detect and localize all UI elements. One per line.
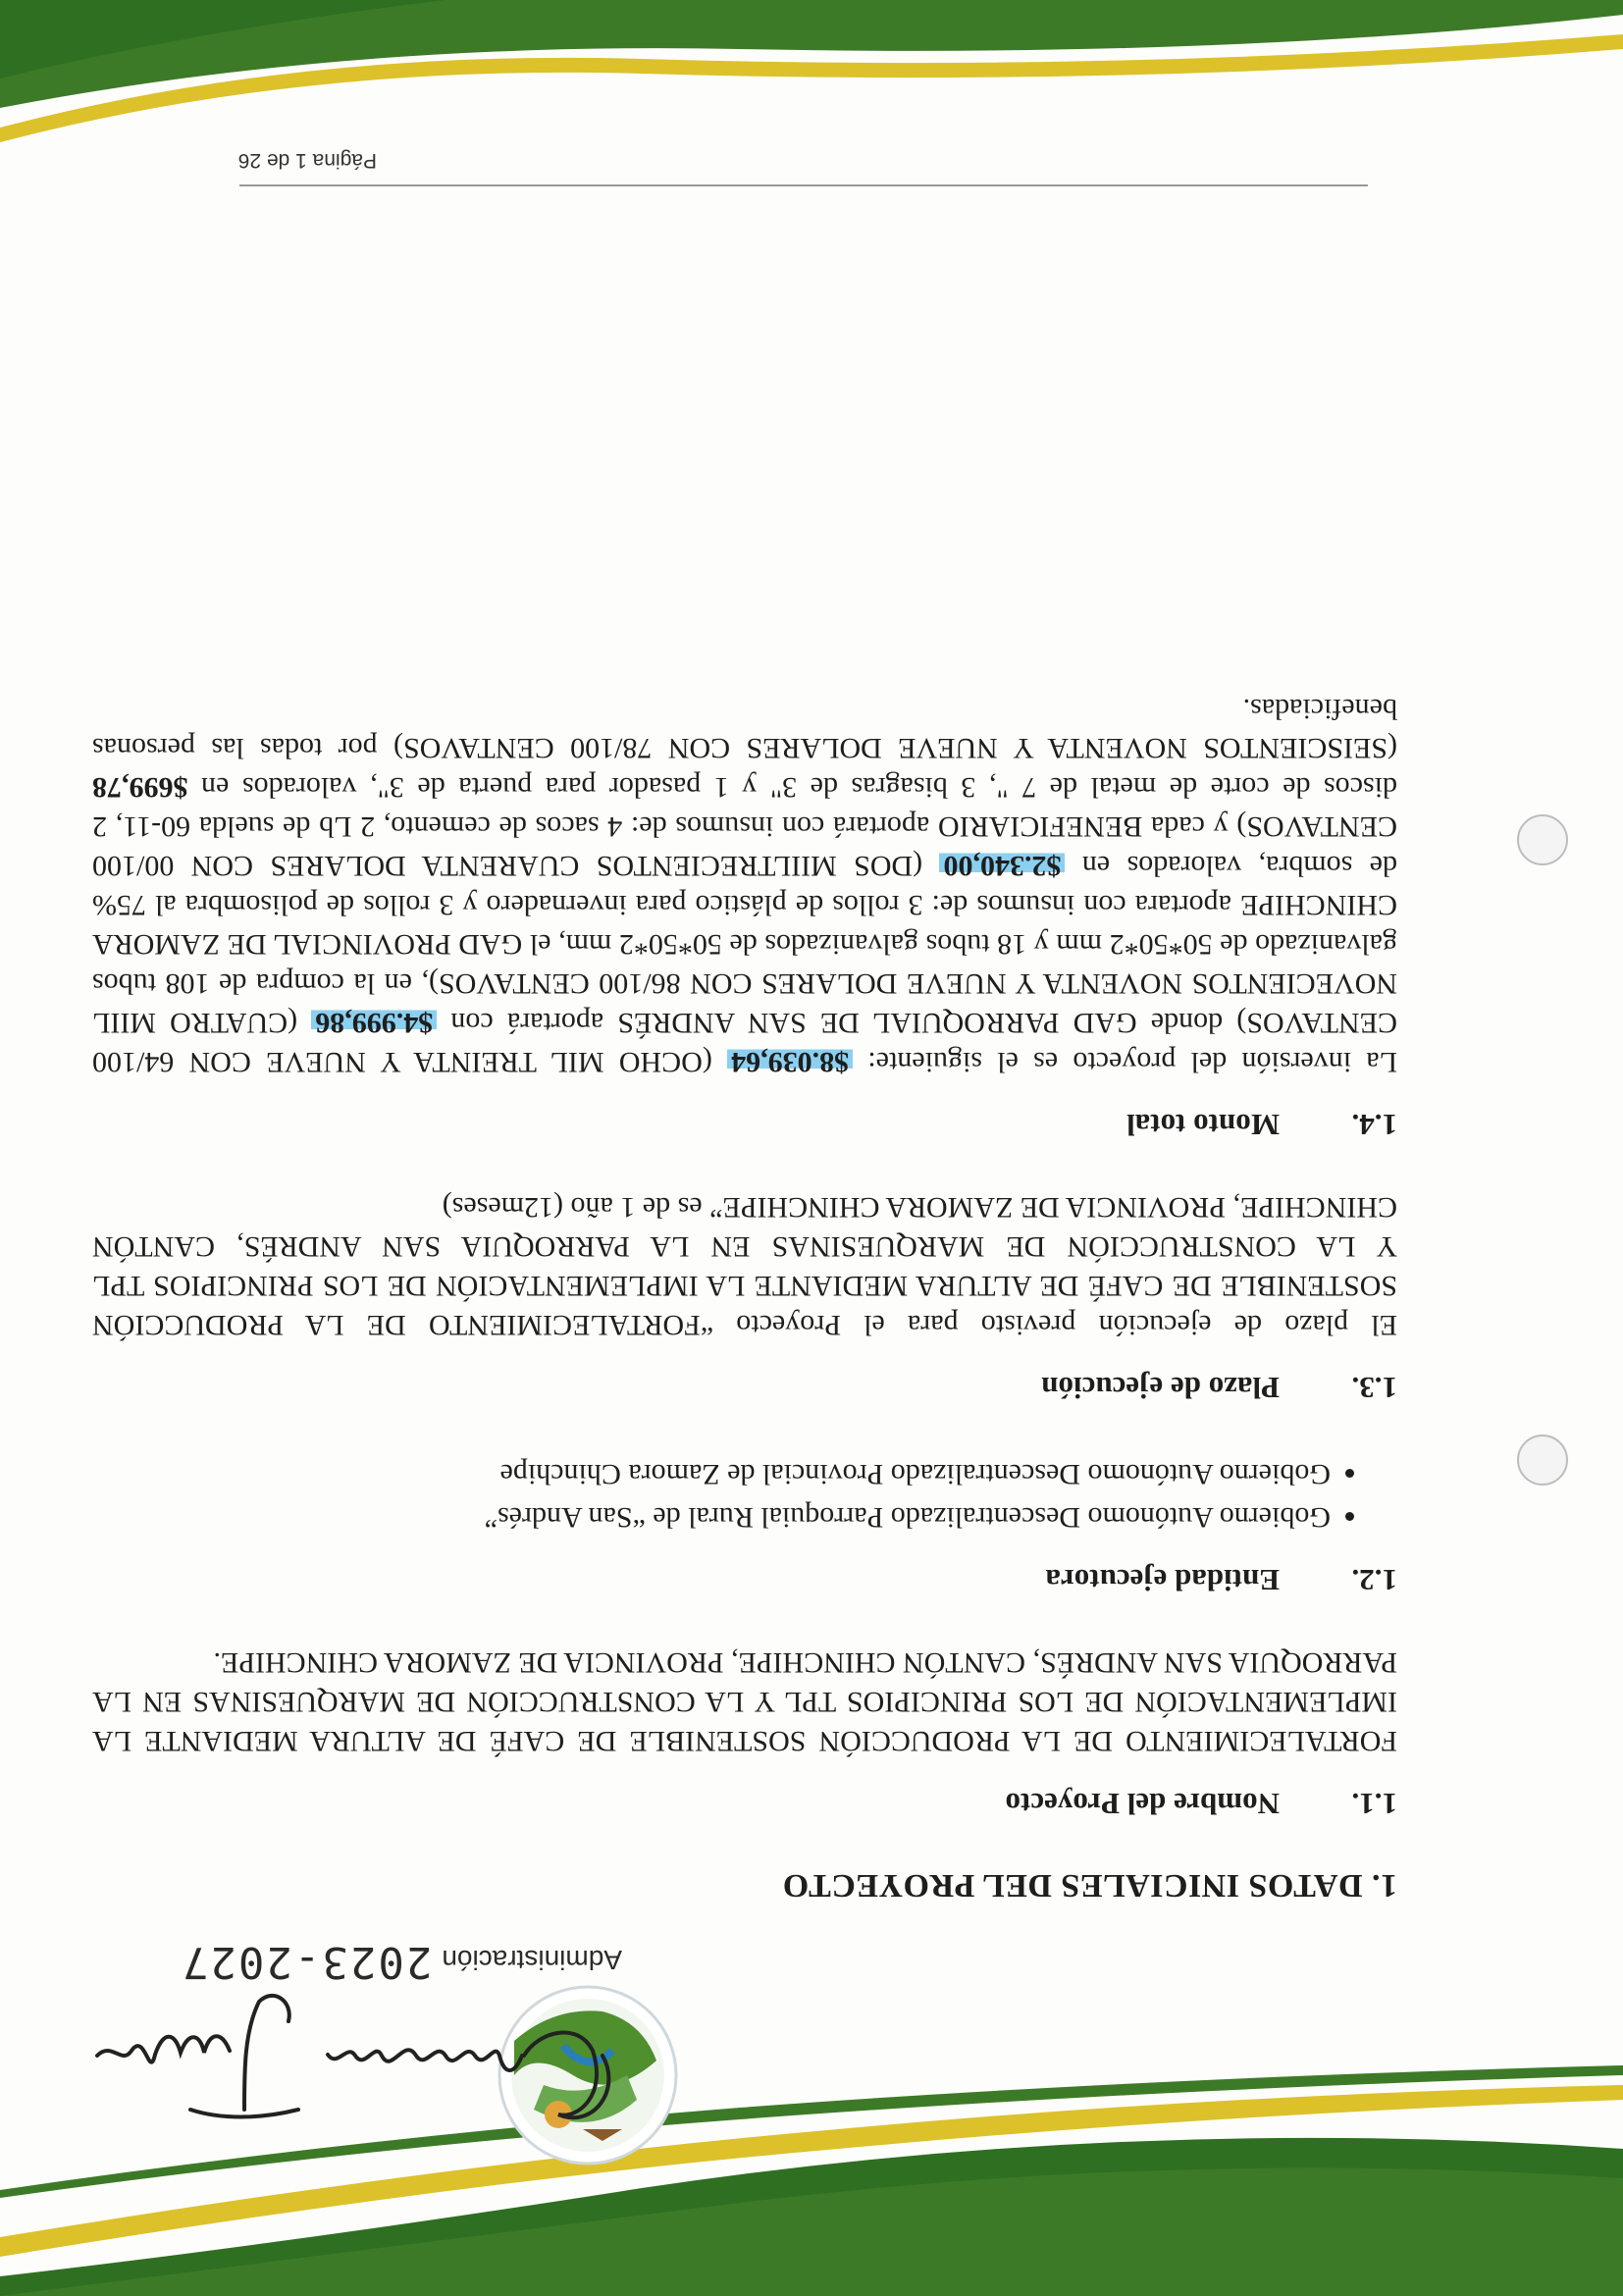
project-name-text: FORTALECIMIENTO DE LA PRODUCCIÓN SOSTENIBLE DE CAFÉ DE ALTURA MEDIANTE LA IMPLEMENTACIÓN DE LOS PRINCIPIOS TPL Y LA CONSTRUCCIÓN DE MARQUESINAS EN LA PARROQUIA SAN ANDRÉS, CANTÓN CHINCHIPE, PROVINCIA DE ZAMORA CHINCHIPE. [92,1646,1397,1757]
text-run: (SEISCIENTOS NOVENTA Y NUEVE DOLARES CON 78/100 CENTAVOS) por todas las personas beneficiadas. [92,693,1397,764]
subsection-number: 1.1. [1351,1787,1397,1821]
subsection-1-1-heading [92,1786,1397,1821]
binder-hole [1517,814,1568,865]
highlighted-amount-gad-provincial: $2.340,00 [939,850,1065,882]
subsection-number: 1.3. [1351,1371,1397,1405]
binder-hole [1517,1435,1568,1486]
list-item: • Gobierno Autónomo Descentralizado Provincial de Zamora Chinchipe [92,1454,1331,1493]
administration-years: 2023-2027 [180,1937,433,1987]
section-title: 1. DATOS INICIALES DEL PROYECTO [782,1867,1397,1904]
slogan-script [82,1982,632,2149]
subsection-title: Entidad ejecutora [1045,1563,1280,1597]
highlighted-amount-total: $8.039,64 [727,1046,853,1078]
executing-entities-list [92,1454,1331,1537]
text-run: La inversión del proyecto es el siguiente: [853,1046,1397,1078]
subsection-number: 1.4. [1351,1108,1397,1142]
subsection-1-2-heading [92,1562,1397,1597]
subsection-title: Plazo de ejecución [1041,1371,1280,1405]
administration-label [181,1937,622,1987]
subsection-title: Monto total [1126,1108,1280,1142]
text-run: (CUATRO MIIL NOVECIENTOS NOVENTA Y NUEVE DOLARES CON 86/100 CENTAVOS), en la compra de 108 tubos galvanizado de 50*50*2 mm y 18 tubos galvanizados de 50*50*2 mm, el GAD PROVINCIAL DE ZAMORA CHINCHIPE aportara con insumos de: 3 rollos de plástico para invernadero y 3 rollos de polisombra al 75% de sombra, valorados en [92,850,1397,1039]
administration-text: Administración [442,1945,622,1975]
list-item: • Gobierno Autónomo Descentralizado Parroquial Rural de “San Andrés” [92,1497,1331,1537]
amount-beneficiarios: $699,78 [92,771,188,804]
subsection-title: Nombre del Proyecto [1005,1787,1280,1821]
total-amount-text [92,689,1397,1081]
footer-wave-decoration [0,0,1623,196]
subsection-1-4-heading [92,1107,1397,1142]
highlighted-amount-gad-parroquial: $4.999,86 [311,1007,437,1039]
subsection-1-3-heading [92,1370,1397,1405]
document-body [92,689,1397,1904]
page-number: Página 1 de 26 [237,149,377,172]
text-run: (DOS MIILTRECIENTOS CUARENTA DOLARES CON 00/100 CENTAVOS) y cada BENEFICIARIO aportará con insumos de: 4 sacos de cemento, 2 Lb de suelda 60-11, 2 discos de corte de metal de 7 ", 3 bisagras de 3" y 1 pasador para puerta de 3", valorados en [92,771,1397,882]
execution-period-text: El plazo de ejecución previsto para el Proyecto “FORTALECIMIENTO DE LA PRODUCCIÓN SOSTENIBLE DE CAFÉ DE ALTURA MEDIANTE LA IMPLEMENTACIÓN DE LOS PRINCIPIOS TPL Y LA CONSTRUCCIÓN DE MARQUESINAS EN LA PARROQUIA SAN ANDRÉS, CANTÓN CHINCHIPE, PROVINCIA DE ZAMORA CHINCHIPE” es de 1 año (12meses) [92,1191,1397,1341]
subsection-number: 1.2. [1351,1563,1397,1597]
text-run: (OCHO MIL TREINTA Y NUEVE CON 64/100 CENTAVOS) donde GAD PARROQUIAL DE SAN ANDRÉS aportará con [92,1007,1397,1078]
